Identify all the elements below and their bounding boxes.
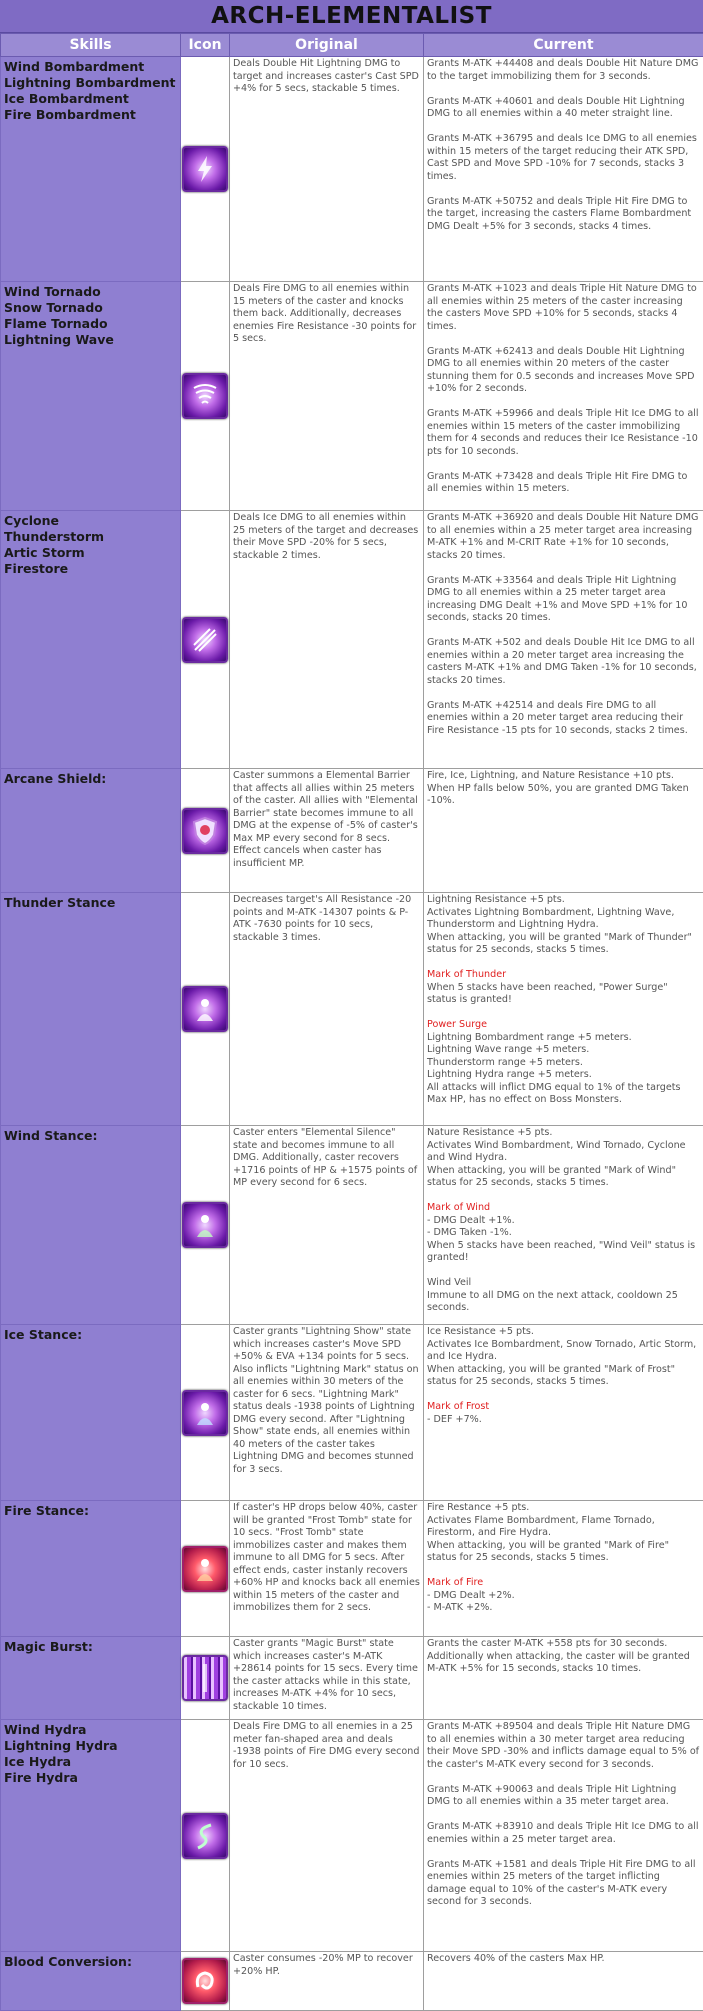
original-description: Caster consumes -20% MP to recover +20% HP. bbox=[230, 1952, 424, 2011]
current-description bbox=[424, 1720, 703, 1952]
block-heading: Wind Veil bbox=[427, 1277, 700, 1290]
skill-names bbox=[1, 893, 181, 1126]
current-block bbox=[427, 1127, 700, 1190]
block-line: - DMG Taken -1%. bbox=[427, 1227, 700, 1240]
skill-name: Magic Burst: bbox=[4, 1639, 177, 1655]
original-description: Deals Fire DMG to all enemies within 15 meters of the caster and knocks them back. Additionally, decreases enemies Fire Resistance -30 points for 5 secs. bbox=[230, 282, 424, 511]
mark-heading: Mark of Frost bbox=[427, 1401, 700, 1414]
shield-icon bbox=[182, 808, 228, 854]
mark-heading: Mark of Wind bbox=[427, 1202, 700, 1215]
skill-name: Wind Hydra bbox=[4, 1722, 177, 1738]
block-line: Lightning Bombardment range +5 meters. bbox=[427, 1032, 700, 1045]
skill-name: Blood Conversion: bbox=[4, 1954, 177, 1970]
current-paragraph: Grants M-ATK +90063 and deals Triple Hit Lightning DMG to all enemies within a 35 meter target area. bbox=[427, 1784, 700, 1809]
block-line: Activates Flame Bombardment, Flame Tornado, Firestorm, and Fire Hydra. bbox=[427, 1515, 700, 1540]
lightning-orb-icon bbox=[182, 146, 228, 192]
skill-name: Fire Bombardment bbox=[4, 107, 177, 123]
header-icon: Icon bbox=[181, 34, 230, 57]
current-description bbox=[424, 1325, 703, 1501]
block-line: Ice Resistance +5 pts. bbox=[427, 1326, 700, 1339]
current-paragraph: Grants M-ATK +1023 and deals Triple Hit Nature DMG to all enemies within 25 meters of the caster increasing the casters Move SPD +10% for 5 seconds, stacks 4 times. bbox=[427, 283, 700, 333]
block-line: Immune to all DMG on the next attack, cooldown 25 seconds. bbox=[427, 1290, 700, 1315]
current-paragraph: Grants M-ATK +1581 and deals Triple Hit Fire DMG to all enemies within 25 meters of the target inflicting damage equal to 10% of the caster's M-ATK every second for 3 seconds. bbox=[427, 1859, 700, 1909]
magic-burst-icon bbox=[182, 1655, 228, 1701]
skill-icon-cell bbox=[181, 511, 230, 769]
skill-name: Cyclone bbox=[4, 513, 177, 529]
skill-names bbox=[1, 1126, 181, 1325]
skill-names bbox=[1, 1325, 181, 1501]
block-line: When 5 stacks have been reached, "Wind Veil" status is granted! bbox=[427, 1240, 700, 1265]
current-description bbox=[424, 769, 703, 893]
skill-names bbox=[1, 1501, 181, 1637]
current-description bbox=[424, 57, 703, 282]
skill-name: Firestore bbox=[4, 561, 177, 577]
skill-row bbox=[1, 1720, 703, 1952]
block-line: When attacking, you will be granted "Mark of Thunder" status for 25 seconds, stacks 5 times. bbox=[427, 932, 700, 957]
skill-icon-cell bbox=[181, 769, 230, 893]
current-paragraph: Grants M-ATK +44408 and deals Double Hit Nature DMG to the target immobilizing them for 3 seconds. bbox=[427, 58, 700, 83]
current-paragraph: Grants M-ATK +40601 and deals Double Hit Lightning DMG to all enemies within a 40 meter straight line. bbox=[427, 96, 700, 121]
current-description bbox=[424, 511, 703, 769]
current-description bbox=[424, 1126, 703, 1325]
current-paragraph: Grants M-ATK +36920 and deals Double Hit Nature DMG to all enemies within a 25 meter target area increasing M-ATK +1% and M-CRIT Rate +1% for 10 seconds, stacks 20 times. bbox=[427, 512, 700, 562]
original-description: Caster summons a Elemental Barrier that affects all allies within 25 meters of the caster. All allies with "Elemental Barrier" state becomes immune to all DMG at the expense of -5% of caster's Max MP every second for 8 secs. Effect cancels when caster has insufficient MP. bbox=[230, 769, 424, 893]
header-skills: Skills bbox=[1, 34, 181, 57]
skill-name: Artic Storm bbox=[4, 545, 177, 561]
original-description: Decreases target's All Resistance -20 points and M-ATK -14307 points & P-ATK -7630 points for 10 secs, stackable 3 times. bbox=[230, 893, 424, 1126]
skill-name: Thunderstorm bbox=[4, 529, 177, 545]
current-block bbox=[427, 1401, 700, 1426]
skill-name: Thunder Stance bbox=[4, 895, 177, 911]
current-description bbox=[424, 1637, 703, 1720]
current-description bbox=[424, 1501, 703, 1637]
skill-icon-cell bbox=[181, 1325, 230, 1501]
current-paragraph: Grants M-ATK +33564 and deals Triple Hit Lightning DMG to all enemies within a 25 meter target area increasing DMG Dealt +1% and Move SPD +1% for 10 seconds, stacks 20 times. bbox=[427, 575, 700, 625]
skill-icon-cell bbox=[181, 1637, 230, 1720]
skill-row bbox=[1, 893, 703, 1126]
skill-names bbox=[1, 282, 181, 511]
skill-row bbox=[1, 511, 703, 769]
skill-row bbox=[1, 57, 703, 282]
skill-icon-cell bbox=[181, 282, 230, 511]
current-paragraph: Grants M-ATK +42514 and deals Fire DMG to all enemies within a 20 meter target area reducing their Fire Resistance -15 pts for 10 seconds, stacks 2 times. bbox=[427, 700, 700, 738]
skill-row bbox=[1, 282, 703, 511]
fire-stance-icon bbox=[182, 1546, 228, 1592]
current-paragraph: Grants M-ATK +62413 and deals Double Hit Lightning DMG to all enemies within 20 meters of the caster stunning them for 0.5 seconds and increases Move SPD +10% for 2 seconds. bbox=[427, 346, 700, 396]
page-title: ARCH-ELEMENTALIST bbox=[0, 0, 703, 33]
skill-name: Fire Hydra bbox=[4, 1770, 177, 1786]
original-description: Caster grants "Magic Burst" state which increases caster's M-ATK +28614 points for 15 secs. Every time the caster attacks while in this state, increases M-ATK +4% for 10 secs, stackable 10 times. bbox=[230, 1637, 424, 1720]
original-description: If caster's HP drops below 40%, caster will be granted "Frost Tomb" state for 10 secs. "Frost Tomb" state immobilizes caster and makes them immune to all DMG for 5 secs. After effect ends, caster instanly recovers +60% HP and knocks back all enemies within 15 meters of the caster and immobilizes them for 2 secs. bbox=[230, 1501, 424, 1637]
skill-row bbox=[1, 1501, 703, 1637]
block-line: - DMG Dealt +2%. bbox=[427, 1590, 700, 1603]
current-block bbox=[427, 1502, 700, 1565]
current-paragraph: Grants M-ATK +59966 and deals Triple Hit Ice DMG to all enemies within 15 meters of the caster immobilizing them for 4 seconds and reduces their Ice Resistance -10 pts for 10 seconds. bbox=[427, 408, 700, 458]
block-line: Thunderstorm range +5 meters. bbox=[427, 1057, 700, 1070]
current-paragraph: Recovers 40% of the casters Max HP. bbox=[427, 1953, 700, 1966]
skill-icon-cell bbox=[181, 57, 230, 282]
skill-names bbox=[1, 769, 181, 893]
skill-name: Ice Bombardment bbox=[4, 91, 177, 107]
original-description: Deals Double Hit Lightning DMG to target and increases caster's Cast SPD +4% for 5 secs, stackable 5 times. bbox=[230, 57, 424, 282]
current-block bbox=[427, 1277, 700, 1315]
skill-row bbox=[1, 1325, 703, 1501]
skill-row bbox=[1, 1126, 703, 1325]
block-line: - M-ATK +2%. bbox=[427, 1602, 700, 1615]
current-paragraph: Grants M-ATK +502 and deals Double Hit Ice DMG to all enemies within a 20 meter target area increasing the casters M-ATK +1% and DMG Taken -1% for 10 seconds, stacks 20 times. bbox=[427, 637, 700, 687]
wind-stance-icon bbox=[182, 1202, 228, 1248]
block-line: Activates Ice Bombardment, Snow Tornado, Artic Storm, and Ice Hydra. bbox=[427, 1339, 700, 1364]
current-paragraph: Grants M-ATK +36795 and deals Ice DMG to all enemies within 15 meters of the target reducing their ATK SPD, Cast SPD and Move SPD -10% for 7 seconds, stacks 3 times. bbox=[427, 133, 700, 183]
skill-name: Lightning Bombardment bbox=[4, 75, 177, 91]
skill-name: Lightning Hydra bbox=[4, 1738, 177, 1754]
skill-name: Ice Hydra bbox=[4, 1754, 177, 1770]
block-line: When attacking, you will be granted "Mark of Frost" status for 25 seconds, stacks 5 times. bbox=[427, 1364, 700, 1389]
skill-row bbox=[1, 1637, 703, 1720]
blood-conversion-icon bbox=[182, 1958, 228, 2004]
skill-name: Snow Tornado bbox=[4, 300, 177, 316]
skill-names bbox=[1, 57, 181, 282]
block-line: Lightning Wave range +5 meters. bbox=[427, 1044, 700, 1057]
block-line: Activates Wind Bombardment, Wind Tornado, Cyclone and Wind Hydra. bbox=[427, 1140, 700, 1165]
current-paragraph: Fire, Ice, Lightning, and Nature Resistance +10 pts. When HP falls below 50%, you are granted DMG Taken -10%. bbox=[427, 770, 700, 808]
mark-heading: Power Surge bbox=[427, 1019, 700, 1032]
skill-name: Wind Tornado bbox=[4, 284, 177, 300]
skill-name: Wind Bombardment bbox=[4, 59, 177, 75]
ice-stance-icon bbox=[182, 1390, 228, 1436]
mark-heading: Mark of Fire bbox=[427, 1577, 700, 1590]
storm-icon bbox=[182, 617, 228, 663]
skill-name: Flame Tornado bbox=[4, 316, 177, 332]
skill-names bbox=[1, 511, 181, 769]
block-line: Lightning Hydra range +5 meters. bbox=[427, 1069, 700, 1082]
current-paragraph: Grants the caster M-ATK +558 pts for 30 seconds. Additionally when attacking, the caster will be granted M-ATK +5% for 15 seconds, stacks 10 times. bbox=[427, 1638, 700, 1676]
block-line: When attacking, you will be granted "Mark of Wind" status for 25 seconds, stacks 5 times. bbox=[427, 1165, 700, 1190]
thunder-stance-icon bbox=[182, 986, 228, 1032]
block-line: All attacks will inflict DMG equal to 1% of the targets Max HP, has no effect on Boss Monsters. bbox=[427, 1082, 700, 1107]
original-description: Deals Fire DMG to all enemies in a 25 meter fan-shaped area and deals -1938 points of Fire DMG every second for 10 secs. bbox=[230, 1720, 424, 1952]
skill-row bbox=[1, 769, 703, 893]
hydra-icon bbox=[182, 1813, 228, 1859]
block-line: Nature Resistance +5 pts. bbox=[427, 1127, 700, 1140]
current-block bbox=[427, 1202, 700, 1265]
skill-name: Fire Stance: bbox=[4, 1503, 177, 1519]
current-block bbox=[427, 1577, 700, 1615]
current-description bbox=[424, 282, 703, 511]
block-line: When 5 stacks have been reached, "Power Surge" status is granted! bbox=[427, 982, 700, 1007]
block-line: Lightning Resistance +5 pts. bbox=[427, 894, 700, 907]
skills-table bbox=[0, 33, 703, 2011]
skill-names bbox=[1, 1720, 181, 1952]
current-block bbox=[427, 894, 700, 957]
current-paragraph: Grants M-ATK +89504 and deals Triple Hit Nature DMG to all enemies within a 30 meter target area reducing their Move SPD -30% and inflicts damage equal to 5% of the caster's M-ATK every second for 3 seconds. bbox=[427, 1721, 700, 1771]
block-line: When attacking, you will be granted "Mark of Fire" status for 25 seconds, stacks 5 times. bbox=[427, 1540, 700, 1565]
current-paragraph: Grants M-ATK +83910 and deals Triple Hit Ice DMG to all enemies within a 25 meter target area. bbox=[427, 1821, 700, 1846]
block-line: Activates Lightning Bombardment, Lightning Wave, Thunderstorm and Lightning Hydra. bbox=[427, 907, 700, 932]
skill-name: Wind Stance: bbox=[4, 1128, 177, 1144]
skill-icon-cell bbox=[181, 1126, 230, 1325]
original-description: Caster grants "Lightning Show" state which increases caster's Move SPD +50% & EVA +134 points for 5 secs. Also inflicts "Lightning Mark" status on all enemies within 30 meters of the caster for 6 secs. "Lightning Mark" status deals -1938 points of Lightning DMG every second. After "Lightning Show" state ends, all enemies within 40 meters of the caster takes Lightning DMG and becomes stunned for 3 secs. bbox=[230, 1325, 424, 1501]
current-block bbox=[427, 969, 700, 1007]
header-row bbox=[1, 34, 703, 57]
block-line: - DMG Dealt +1%. bbox=[427, 1215, 700, 1228]
current-block bbox=[427, 1019, 700, 1107]
current-paragraph: Grants M-ATK +73428 and deals Triple Hit Fire DMG to all enemies within 15 meters. bbox=[427, 471, 700, 496]
header-current: Current bbox=[424, 34, 703, 57]
skill-name: Ice Stance: bbox=[4, 1327, 177, 1343]
current-block bbox=[427, 1326, 700, 1389]
block-line: Fire Restance +5 pts. bbox=[427, 1502, 700, 1515]
skill-icon-cell bbox=[181, 893, 230, 1126]
original-description: Caster enters "Elemental Silence" state and becomes immune to all DMG. Additionally, caster recovers +1716 points of HP & +1575 points of MP every second for 6 secs. bbox=[230, 1126, 424, 1325]
skill-name: Arcane Shield: bbox=[4, 771, 177, 787]
header-original: Original bbox=[230, 34, 424, 57]
mark-heading: Mark of Thunder bbox=[427, 969, 700, 982]
original-description: Deals Ice DMG to all enemies within 25 meters of the target and decreases their Move SPD -20% for 5 secs, stackable 2 times. bbox=[230, 511, 424, 769]
skill-icon-cell bbox=[181, 1501, 230, 1637]
block-line: - DEF +7%. bbox=[427, 1414, 700, 1427]
current-description bbox=[424, 893, 703, 1126]
skill-icon-cell bbox=[181, 1720, 230, 1952]
current-paragraph: Grants M-ATK +50752 and deals Triple Hit Fire DMG to the target, increasing the casters Flame Bombardment DMG Dealt +5% for 3 seconds, stacks 4 times. bbox=[427, 196, 700, 234]
skill-names bbox=[1, 1637, 181, 1720]
tornado-icon bbox=[182, 373, 228, 419]
skill-name: Lightning Wave bbox=[4, 332, 177, 348]
